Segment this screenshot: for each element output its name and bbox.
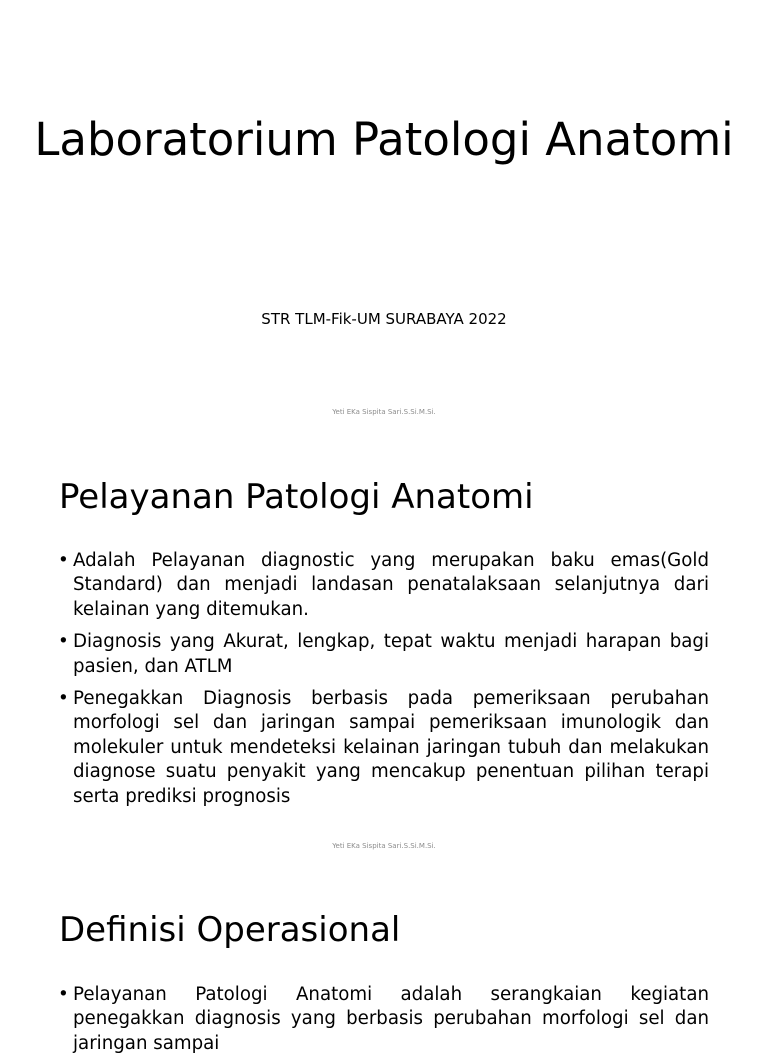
slide-heading: Definisi Operasional bbox=[59, 910, 401, 950]
bullet-text: Penegakkan Diagnosis berbasis pada pemeriksaan perubahan morfologi sel dan jaringan sampai pemeriksaan imunologik dan molekuler untuk mendeteksi kelainan jaringan tubuh dan melakukan diagnose suatu penyakit yang mencakup penentuan pilihan terapi serta prediksi prognosis bbox=[73, 688, 709, 807]
bullet-item bbox=[58, 983, 709, 1056]
bullet-icon: • bbox=[58, 688, 69, 710]
slide-subtitle: STR TLM-Fik-UM SURABAYA 2022 bbox=[261, 310, 507, 328]
slide-definisi bbox=[0, 864, 768, 1054]
slide-pelayanan bbox=[0, 432, 768, 864]
bullet-text: Adalah Pelayanan diagnostic yang merupakan baku emas(Gold Standard) dan menjadi landasan penatalaksaan selanjutnya dari kelainan yang ditemukan. bbox=[73, 550, 709, 620]
slide-footer: Yeti EKa Sispita Sari.S.Si.M.Si. bbox=[332, 842, 436, 850]
bullet-item bbox=[58, 630, 709, 679]
bullet-item bbox=[58, 549, 709, 622]
slide-footer: Yeti EKa Sispita Sari.S.Si.M.Si. bbox=[332, 408, 436, 416]
slide-heading: Pelayanan Patologi Anatomi bbox=[59, 477, 534, 517]
bullet-icon: • bbox=[58, 631, 69, 653]
bullet-text: Diagnosis yang Akurat, lengkap, tepat waktu menjadi harapan bagi pasien, dan ATLM bbox=[73, 631, 709, 677]
bullet-list bbox=[58, 983, 709, 1064]
slide-title bbox=[0, 0, 768, 432]
slide-title-heading: Laboratorium Patologi Anatomi bbox=[34, 113, 734, 166]
bullet-list bbox=[58, 549, 709, 817]
bullet-text: Pelayanan Patologi Anatomi adalah serangkaian kegiatan penegakkan diagnosis yang berbasis perubahan morfologi sel dan jaringan sampai bbox=[73, 984, 709, 1054]
bullet-icon: • bbox=[58, 550, 69, 571]
bullet-item bbox=[58, 687, 709, 809]
bullet-icon: • bbox=[58, 984, 69, 1005]
